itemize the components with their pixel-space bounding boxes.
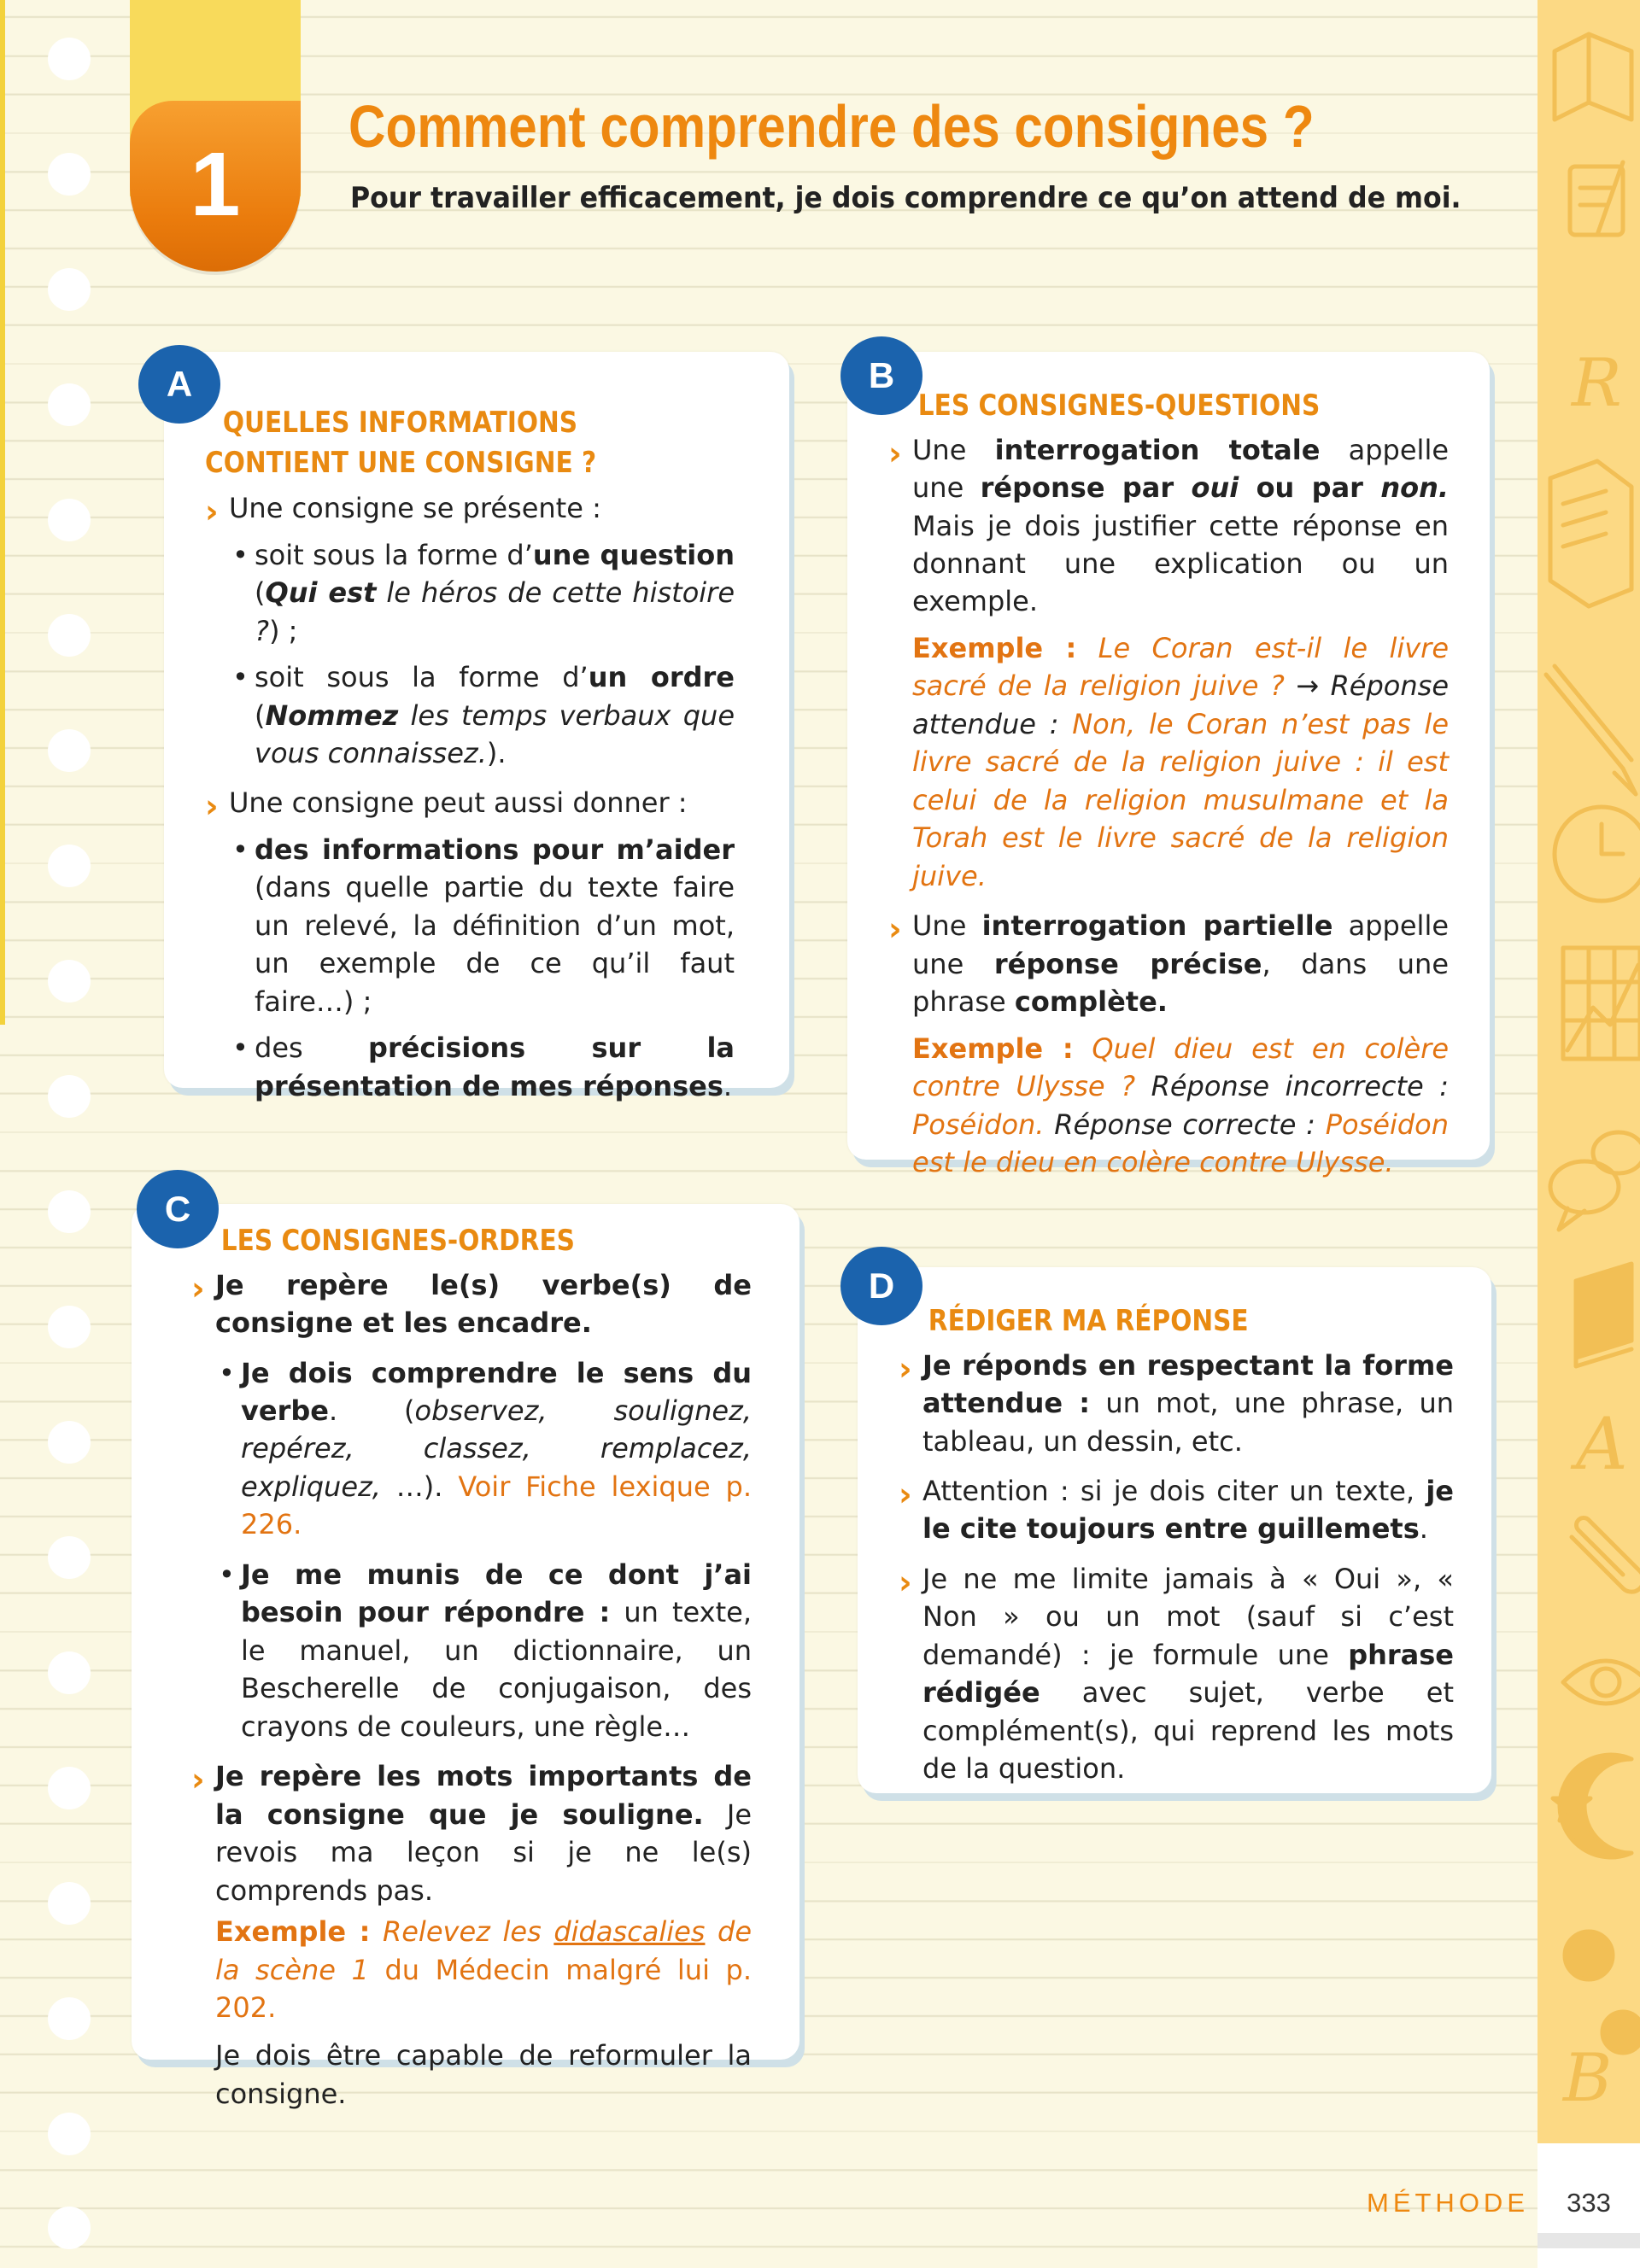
closed-book-icon [1576, 1264, 1631, 1366]
text-bold: Je réponds en respectant la forme attendue : [922, 1348, 1454, 1420]
binder-hole [48, 1767, 91, 1809]
card-b-paragraph [888, 907, 1449, 1020]
text: soit sous la forme d’ [255, 661, 589, 694]
example-label: Exemple : [912, 631, 1077, 664]
binder-hole [48, 1421, 91, 1464]
section-badge-c: C [137, 1170, 219, 1248]
left-edge-strip [0, 0, 5, 1025]
graph-chart-icon [1563, 948, 1640, 1059]
text: ( [255, 576, 266, 610]
open-book-icon [1555, 34, 1631, 120]
text: Une consigne se présente : [229, 492, 601, 525]
card-b-example [888, 1030, 1449, 1182]
letter-a-doodle: A [1576, 1402, 1628, 1486]
text-italic: les temps verbaux que vous connaissez. [255, 699, 735, 769]
text-bold-italic: non. [1380, 471, 1450, 505]
text-italic: Réponse attendue : [912, 669, 1450, 740]
page-title: Comment comprendre des consignes ? [348, 93, 1315, 160]
text-bold: Je repère le(s) verbe(s) de consigne et les encadre. [215, 1268, 752, 1340]
text-bold: un ordre [588, 661, 735, 694]
sidebar-doodles [1538, 0, 1640, 2268]
text: appelle une [912, 433, 1450, 505]
text: Attention : si je dois citer un texte, [922, 1474, 1426, 1507]
binder-hole [48, 845, 91, 887]
page-number: 333 [1567, 2188, 1611, 2218]
card-c-example [191, 1913, 752, 2026]
binder-hole [48, 1536, 91, 1579]
binder-hole [48, 1997, 91, 2040]
example-label: Exemple : [912, 1032, 1074, 1065]
card-d-paragraph [899, 1560, 1454, 1788]
card-b [847, 352, 1490, 1179]
section-badge-b: B [840, 336, 922, 415]
binder-hole [48, 1306, 91, 1348]
chevron-right-icon: › [191, 1269, 205, 1307]
binder-hole [48, 2113, 91, 2155]
card-c-paragraph [191, 1266, 752, 1342]
text: appelle une [912, 909, 1450, 980]
text-bold: réponse par [980, 471, 1192, 505]
binder-hole [48, 729, 91, 772]
card-a-content [205, 403, 735, 1105]
text-bold: une question [532, 538, 735, 571]
card-c-content [191, 1221, 752, 2113]
card-c-bullet [217, 1354, 752, 1544]
binder-hole [48, 499, 91, 541]
letter-b-doodle: B [1563, 2040, 1613, 2117]
text: , dans une phrase [912, 947, 1449, 1019]
chevron-right-icon: › [899, 1475, 912, 1513]
card-d-content [899, 1301, 1454, 1788]
binder-hole [48, 614, 91, 657]
card-a-bullet [231, 1029, 735, 1105]
text: . [328, 1394, 338, 1427]
text-bold: interrogation partielle [981, 909, 1333, 943]
chevron-right-icon: › [888, 434, 902, 472]
text-italic: Le Coran est-il le livre sacré de la religion juive ? [912, 631, 1449, 703]
text-italic: le héros de cette histoire ? [255, 576, 735, 647]
sidebar-footer-stripe [1538, 2233, 1640, 2248]
text: ) ; [268, 614, 298, 647]
text-italic: Poséidon. [912, 1108, 1045, 1141]
chevron-right-icon: › [191, 1761, 205, 1799]
card-a-bullet [231, 658, 735, 772]
binder-hole [48, 153, 91, 196]
text: . [1419, 1512, 1428, 1546]
text: soit sous la forme d’ [255, 538, 533, 571]
card-c-title: LES CONSIGNES-ORDRES [220, 1224, 575, 1258]
text-bold-italic: Qui est [265, 576, 377, 610]
card-b-example [888, 629, 1449, 895]
binder-hole [48, 268, 91, 311]
text: (dans quelle partie du texte faire un relevé, la définition d’un mot, un exemple de ce qu’il faut faire…) ; [255, 871, 735, 1018]
letter-r-doodle: R [1572, 345, 1622, 422]
text-bold: réponse précise [993, 947, 1262, 980]
text-bold-italic: Nommez [265, 699, 399, 732]
binder-hole [48, 2207, 91, 2249]
text-bold: précisions sur la présentation de mes réponses [255, 1032, 735, 1102]
text-italic: Quel dieu est en colère contre Ulysse ? [912, 1032, 1450, 1103]
text: Je revois ma leçon si je ne le(s) comprends pas. [215, 1797, 752, 1907]
card-c-paragraph [191, 1757, 752, 1909]
text-bold: Je dois comprendre le sens du verbe [241, 1356, 752, 1427]
card-a-paragraph [205, 489, 735, 531]
text-italic: observez, soulignez, repérez, classez, remplacez, expliquez, [241, 1394, 753, 1503]
text-italic: de la scène 1 [215, 1915, 753, 1986]
card-c-note: Je dois être capable de reformuler la consigne. [215, 2039, 752, 2110]
card-a-title-line2: CONTIENT UNE CONSIGNE ? [205, 445, 597, 480]
text-bold: ou par [1239, 471, 1381, 505]
text: ( [337, 1394, 415, 1427]
text-bold: Je me munis de ce dont j’ai besoin pour répondre : [241, 1558, 752, 1629]
example-label: Exemple : [215, 1915, 371, 1949]
card-c [132, 1204, 800, 2110]
decorative-sidebar [1538, 0, 1640, 2268]
text-italic: Poséidon est le dieu en colère contre Ulysse. [912, 1108, 1449, 1179]
footer-section-label: MÉTHODE [1367, 2188, 1529, 2218]
text: …). [380, 1470, 459, 1503]
text: Une [912, 909, 982, 943]
text: du Médecin malgré lui p. 202. [215, 1953, 753, 2025]
text: ). [486, 736, 507, 769]
binder-hole [48, 38, 91, 80]
text: . [723, 1069, 733, 1102]
card-d [858, 1267, 1491, 1793]
text: Mais je dois justifier cette réponse en donnant une explication ou un exemple. [912, 509, 1449, 618]
card-a-paragraph [205, 784, 735, 826]
card-b-content [888, 386, 1449, 1181]
chapter-number-badge [130, 101, 301, 272]
binder-hole [48, 960, 91, 1002]
card-a-bullet [231, 536, 735, 650]
text: des [255, 1032, 369, 1065]
chapter-number: 1 [190, 134, 241, 235]
card-b-title: LES CONSIGNES-QUESTIONS [917, 389, 1321, 423]
card-d-paragraph [899, 1347, 1454, 1460]
text-bold: des informations pour m’aider [255, 833, 735, 866]
binder-hole [48, 1651, 91, 1694]
text-bold: je le cite toujours entre guillemets [922, 1474, 1454, 1546]
text-italic: Relevez les [370, 1915, 554, 1949]
text: Une consigne peut aussi donner : [229, 786, 688, 820]
text: Je ne me limite jamais à « Oui », « Non » ou un mot (sauf si c’est demandé) : je formule une [922, 1562, 1454, 1671]
text-italic: Réponse incorrecte : [1135, 1070, 1450, 1103]
section-badge-a: A [138, 345, 220, 424]
text-bold: complète. [1014, 985, 1168, 1019]
card-a-bullet [231, 831, 735, 1020]
eye-icon [1563, 1661, 1640, 1704]
clock-icon [1555, 807, 1640, 901]
chevron-right-icon: › [899, 1349, 912, 1388]
section-badge-d: D [840, 1247, 922, 1325]
card-c-bullet [217, 1556, 752, 1745]
card-b-paragraph [888, 431, 1449, 621]
text-italic: Non, le Coran n’est pas le livre sacré de la religion juive : il est celui de la religion musulmane et la Torah est le livre sacré de la religion juive. [912, 707, 1450, 892]
binder-hole [48, 1190, 91, 1233]
chevron-right-icon: › [899, 1563, 912, 1601]
chevron-right-icon: › [205, 493, 219, 531]
text-italic: Réponse correcte : [1054, 1108, 1315, 1141]
text: Une [912, 433, 995, 466]
card-d-title: RÉDIGER MA RÉPONSE [928, 1304, 1249, 1338]
moon-star-icon [1553, 1755, 1631, 1857]
chevron-right-icon: › [888, 910, 902, 949]
text-bold-italic: oui [1191, 471, 1239, 505]
text: ( [255, 699, 266, 732]
text: un mot, une phrase, un tableau, un dessin, etc. [922, 1387, 1455, 1458]
page-subtitle: Pour travailler efficacement, je dois comprendre ce qu’on attend de moi. [350, 181, 1461, 215]
binder-hole [48, 1882, 91, 1925]
text-italic-underlined: didascalies [554, 1915, 706, 1949]
text-bold: interrogation totale [994, 433, 1321, 466]
notepad-pencil-icon [1570, 162, 1623, 235]
text-bold: Je repère les mots importants de la consigne que je souligne. [215, 1760, 752, 1831]
card-a-title-line1: QUELLES INFORMATIONS [222, 406, 578, 440]
card-a [164, 352, 789, 1102]
text: avec sujet, verbe et complément(s), qui reprend les mots de la question. [922, 1676, 1454, 1786]
paperclip-icon [1572, 1518, 1640, 1593]
speech-bubbles-icon [1550, 1132, 1640, 1230]
chevron-right-icon: › [205, 787, 219, 826]
pen-icon [1546, 666, 1636, 794]
arrow-right-icon: → [1284, 669, 1331, 703]
text-bold: phrase rédigée [922, 1638, 1454, 1710]
card-d-paragraph [899, 1472, 1454, 1548]
binder-hole [48, 383, 91, 426]
see-lexique-link[interactable]: Voir Fiche lexique p. 226. [241, 1470, 753, 1541]
book-page-icon [1550, 461, 1631, 606]
gears-icon [1565, 1932, 1640, 2053]
text: un texte, le manuel, un dictionnaire, un Bescherelle de conjugaison, des crayons de couleurs, une règle… [241, 1596, 753, 1743]
binder-hole [48, 1075, 91, 1118]
